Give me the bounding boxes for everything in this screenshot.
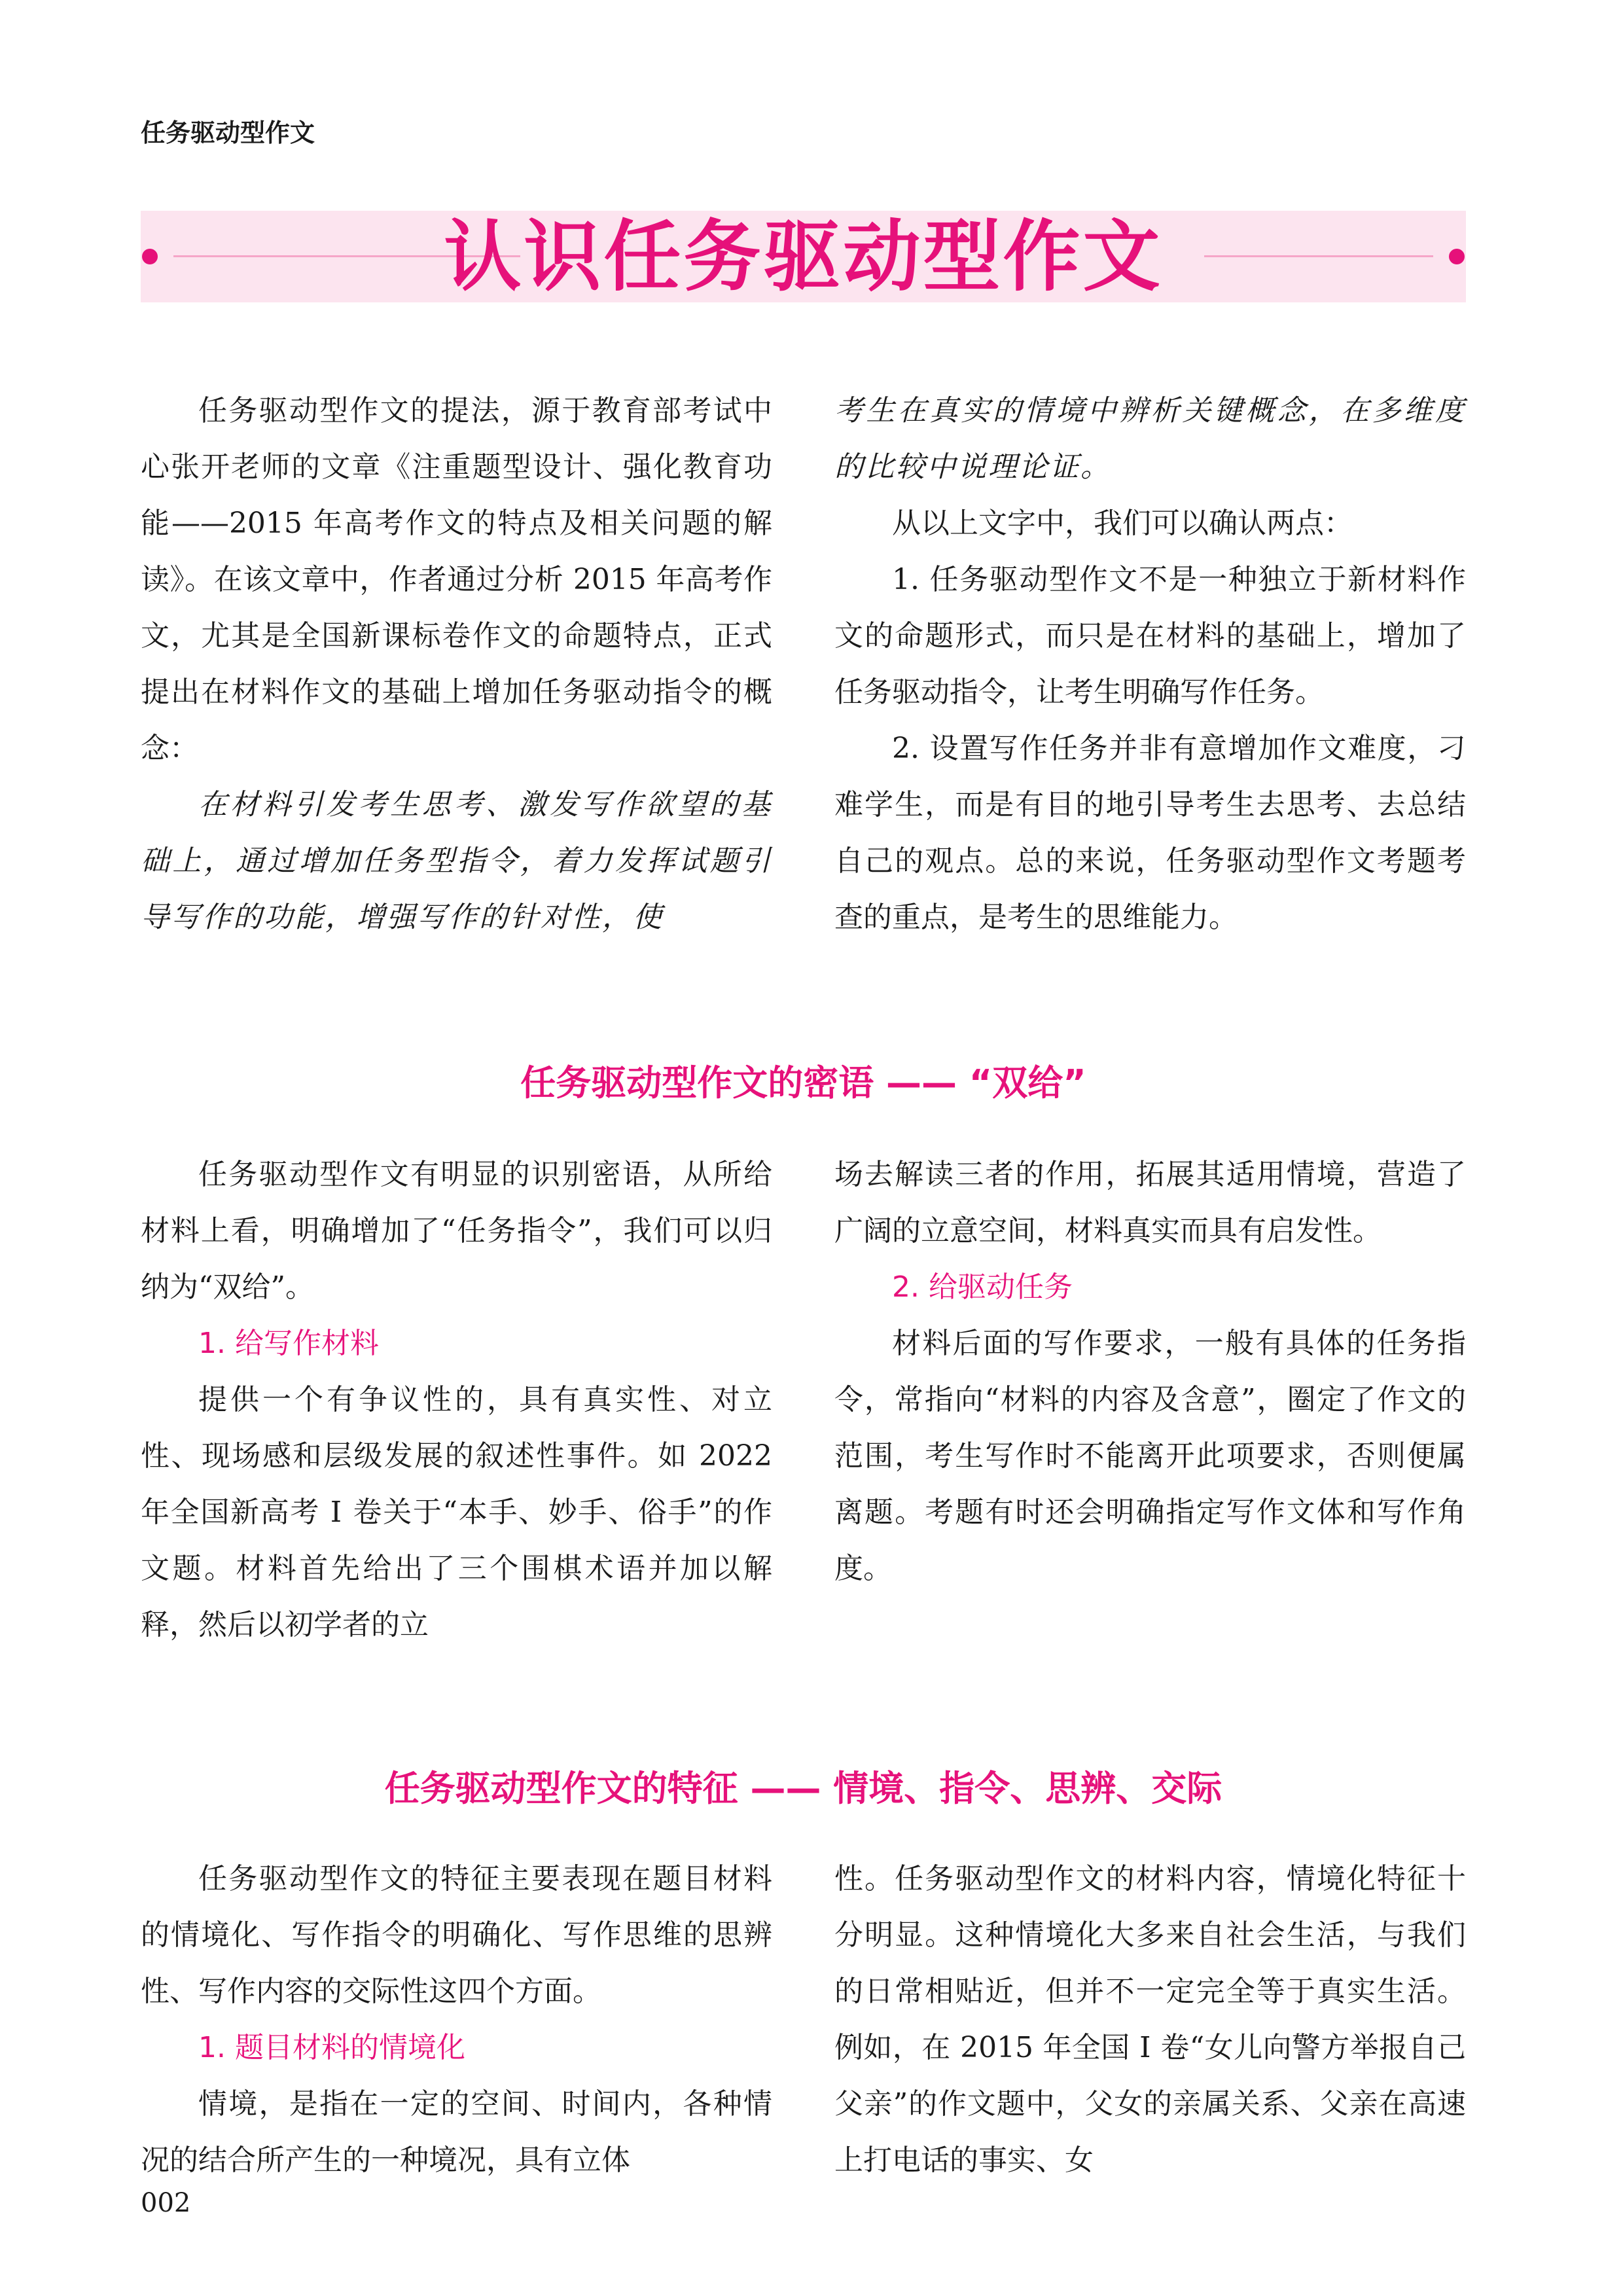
- section1-columns: [141, 383, 1466, 946]
- section1-right-column: [834, 383, 1466, 946]
- section2-columns: [141, 1147, 1466, 1653]
- paragraph: 提供一个有争议性的，具有真实性、对立性、现场感和层级发展的叙述性事件。如 2022 年全国新高考 Ⅰ 卷关于“本手、妙手、俗手”的作文题。材料首先给出了三个围棋术语并加以解释，然后以初学者的立: [141, 1383, 772, 1641]
- section3-columns: [141, 1851, 1466, 2189]
- paragraph: 情境，是指在一定的空间、时间内，各种情况的结合所产生的一种境况，具有立体: [141, 2087, 772, 2177]
- section2-left-column: [141, 1147, 772, 1653]
- section3-right-column: [834, 1851, 1466, 2189]
- paragraph: 任务驱动型作文有明显的识别密语，从所给材料上看，明确增加了“任务指令”，我们可以归纳为“双给”。: [141, 1158, 772, 1304]
- section2-right-column: [834, 1147, 1466, 1653]
- section-heading: 任务驱动型作文的特征 —— 情境、指令、思辨、交际: [384, 1768, 1222, 1809]
- paragraph: 任务驱动型作文的提法，源于教育部考试中心张开老师的文章《注重题型设计、强化教育功能——2015 年高考作文的特点及相关问题的解读》。在该文章中，作者通过分析 2015 年高考作文，尤其是全国新课标卷作文的命题特点，正式提出在材料作文的基础上增加任务驱动指令的概念：: [141, 394, 772, 765]
- chapter-title: 认识任务驱动型作文: [444, 211, 1163, 302]
- paragraph-continued: 场去解读三者的作用，拓展其适用情境，营造了广阔的立意空间，材料真实而具有启发性。: [834, 1158, 1466, 1247]
- chapter-title-band: [141, 211, 1466, 302]
- decorative-rule-right: [1204, 255, 1433, 257]
- section3-left-column: [141, 1851, 772, 2189]
- paragraph: 材料后面的写作要求，一般有具体的任务指令，常指向“材料的内容及含意”，圈定了作文的范围，考生写作时不能离开此项要求，否则便属离题。考题有时还会明确指定写作文体和写作角度。: [834, 1327, 1466, 1585]
- subheading: 2. 给驱动任务: [892, 1270, 1073, 1304]
- paragraph: 1. 任务驱动型作文不是一种独立于新材料作文的命题形式，而只是在材料的基础上，增加了任务驱动指令，让考生明确写作任务。: [834, 563, 1466, 709]
- paragraph: 2. 设置写作任务并非有意增加作文难度，刁难学生，而是有目的地引导考生去思考、去总结自己的观点。总的来说，任务驱动型作文考题考查的重点，是考生的思维能力。: [834, 732, 1466, 934]
- bullet-dot-right-icon: [1449, 249, 1465, 264]
- paragraph-continued: 性。任务驱动型作文的材料内容，情境化特征十分明显。这种情境化大多来自社会生活，与我们的日常相贴近，但并不一定完全等于真实生活。例如，在 2015 年全国 Ⅰ 卷“女儿向警方举报自己父亲”的作文题中，父女的亲属关系、父亲在高速上打电话的事实、女: [834, 1862, 1466, 2177]
- page-number: 002: [141, 2188, 191, 2218]
- section1-left-column: [141, 383, 772, 946]
- subheading: 1. 题目材料的情境化: [198, 2031, 465, 2064]
- quoted-paragraph-continued: 考生在真实的情境中辨析关键概念，在多维度的比较中说理论证。: [834, 394, 1466, 484]
- running-head: 任务驱动型作文: [141, 118, 315, 147]
- paragraph: 从以上文字中，我们可以确认两点：: [892, 507, 1353, 540]
- quoted-paragraph: 在材料引发考生思考、激发写作欲望的基础上，通过增加任务型指令，着力发挥试题引导写作的功能，增强写作的针对性，使: [141, 788, 772, 934]
- paragraph: 任务驱动型作文的特征主要表现在题目材料的情境化、写作指令的明确化、写作思维的思辨性、写作内容的交际性这四个方面。: [141, 1862, 772, 2008]
- section-heading: 任务驱动型作文的密语 —— “双给”: [520, 1062, 1086, 1103]
- subheading: 1. 给写作材料: [198, 1327, 379, 1360]
